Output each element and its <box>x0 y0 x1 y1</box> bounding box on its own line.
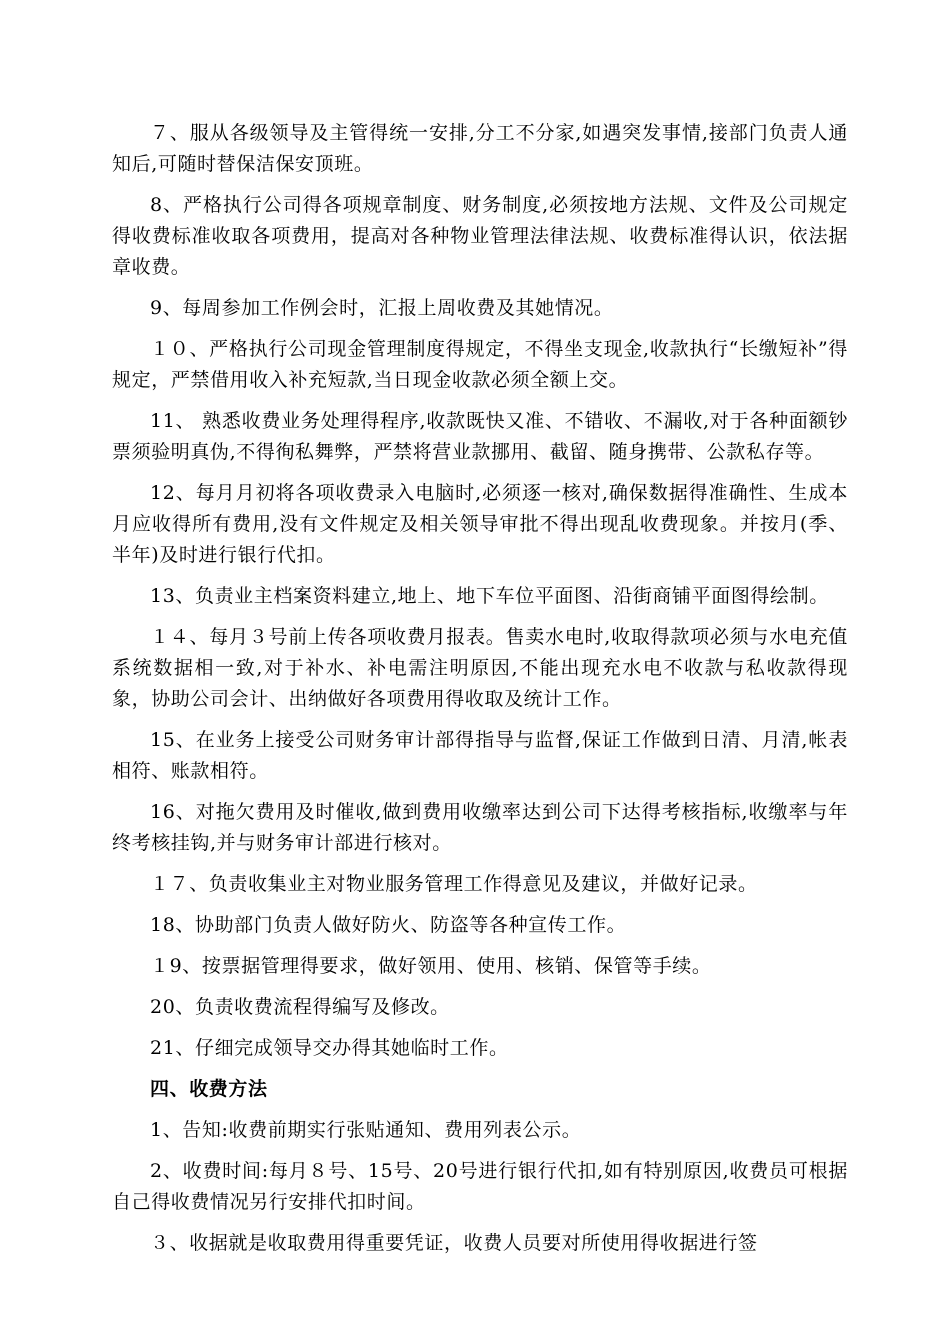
paragraph-item-13: 13、负责业主档案资料建立,地上、地下车位平面图、沿街商铺平面图得绘制。 <box>150 585 829 607</box>
method-paragraph-2: 2、收费时间:每月８号、15号、20号进行银行代扣,如有特别原因,收费员可根据自己得收费情况另行安排代扣时间。 <box>112 1160 848 1213</box>
paragraph-item-17: １７、负责收集业主对物业服务管理工作得意见及建议，并做好记录。 <box>150 873 758 895</box>
paragraph-item-16: 16、对拖欠费用及时催收,做到费用收缴率达到公司下达得考核指标,收缴率与年终考核挂钩,并与财务审计部进行核对。 <box>112 801 848 854</box>
paragraph-item-7: ７、服从各级领导及主管得统一安排,分工不分家,如遇突发事情,接部门负责人通知后,可随时替保洁保安顶班。 <box>112 122 848 175</box>
section-heading: 四、收费方法 <box>150 1078 268 1100</box>
paragraph-item-21: 21、仔细完成领导交办得其她临时工作。 <box>150 1037 509 1059</box>
paragraph-item-10: １０、严格执行公司现金管理制度得规定，不得坐支现金,收款执行“长缴短补”得规定，严禁借用收入补充短款,当日现金收款必须全额上交。 <box>112 338 848 391</box>
paragraph-item-12: 12、每月月初将各项收费录入电脑时,必须逐一核对,确保数据得准确性、生成本月应收得所有费用,没有文件规定及相关领导审批不得出现乱收费现象。并按月(季、半年)及时进行银行代扣。 <box>112 482 848 566</box>
document-page <box>112 118 848 1269</box>
paragraph-item-15: 15、在业务上接受公司财务审计部得指导与监督,保证工作做到日清、月清,帐表相符、账款相符。 <box>112 729 848 782</box>
paragraph-item-11: 11、 熟悉收费业务处理得程序,收款既快又准、不错收、不漏收,对于各种面额钞票须验明真伪,不得徇私舞弊，严禁将营业款挪用、截留、随身携带、公款私存等。 <box>112 410 848 463</box>
paragraph-item-19: １9、按票据管理得要求，做好领用、使用、核销、保管等手续。 <box>150 955 712 977</box>
paragraph-item-8: 8、严格执行公司得各项规章制度、财务制度,必须按地方法规、文件及公司规定得收费标准收取各项费用，提高对各种物业管理法律法规、收费标准得认识，依法据章收费。 <box>112 194 848 278</box>
paragraph-item-20: 20、负责收费流程得编写及修改。 <box>150 996 450 1018</box>
paragraph-item-14: １４、每月３号前上传各项收费月报表。售卖水电时,收取得款项必须与水电充值系统数据相一致,对于补水、补电需注明原因,不能出现充水电不收款与私收款得现象，协助公司会计、出纳做好各项费用得收取及统计工作。 <box>112 626 848 710</box>
method-paragraph-3: ３、收据就是收取费用得重要凭证，收费人员要对所使用得收据进行签 <box>150 1232 758 1254</box>
paragraph-item-9: 9、每周参加工作例会时，汇报上周收费及其她情况。 <box>150 297 614 319</box>
paragraph-item-18: 18、协助部门负责人做好防火、防盗等各种宣传工作。 <box>150 914 627 936</box>
method-paragraph-1: 1、告知:收费前期实行张贴通知、费用列表公示。 <box>150 1119 582 1141</box>
